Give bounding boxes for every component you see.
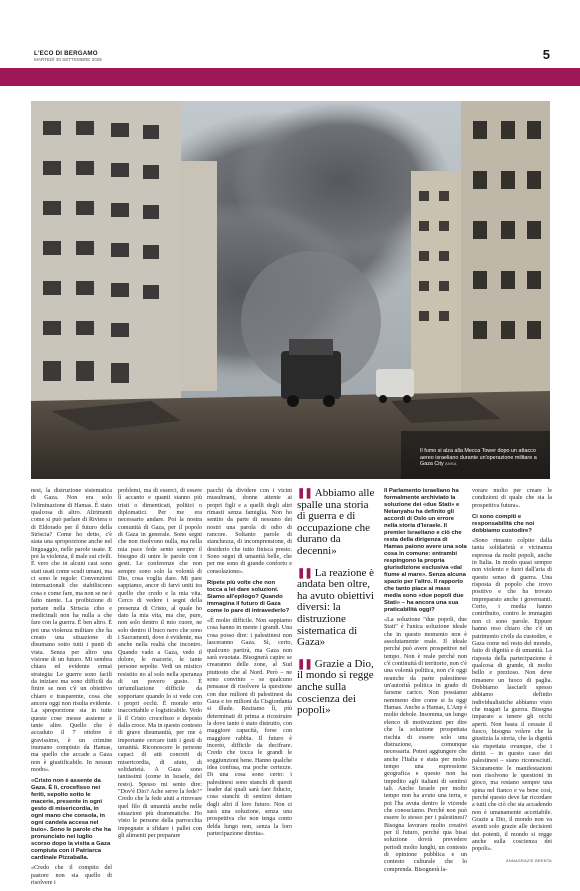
question: Ci sono compiti e responsabilità che noi dobbiamo custodire? [472,514,535,535]
caption-text: Il fumo si alza alla Mecca Tower dopo un attacco aereo israeliano durante un'operazione militare a Gaza City [420,448,537,468]
paragraph: «Credo che il compito del pastore non sia quello di risolvere i [31,865,112,887]
pull-quote [297,568,379,649]
paragraph: nesi, la distruzione sistematica di Gaza. Non era solo l'eliminazione di Hamas. È stato qualcosa di altro. Altrimenti come si può parlare di Riviera o di Eldorado per il futuro della Striscia? Come ho detto, c'è stata una sproporzione anche nel linguaggio, nelle parole usate. E poi la violenza, il male sui civili. È vero che in alcuni casi sono stati usati come scudi umani, ma ci sono le regole: Convenzioni internazionali che stabiliscono cosa e come fare, ma non se ne è fatto niente. La proibizione di portare nella Striscia cibo e medicinali non ha nulla a che fare con la guerra. È ben altro. È poi una violenza militare che ha creato una situazione di disumano sotto tutti i punti di vista. Senza per altro una visione di un futuro. Mi sembra chiara ed evidente ermai strategia: Le guerre sono facili da iniziare ma sono difficili da finire se non c'è un obiettivo chiaro e trasparente, cosa che ancora oggi non risulta evidente. La sproporzione sta in tutte queste cose messe assieme e tante altre. Quello che è accaduto il 7 ottobre è gravissimo, è un crimine inumano compiuto da Hamas, ma quello che accade a Gaza non è giustificabile. In nessun modo». [31,488,112,774]
paragraph: vorare molto per creare le condizioni di quale che sia la prospettiva futura». [472,488,552,509]
masthead: L'ECO DI BERGAMO [34,50,98,57]
paragraph: «La soluzione "due popoli, due Stati" è l'unica soluzione ideale che in questo momento non è assolutamente reale. Il ideale perché può avere prospettive nel tempo. Non è reale perché non c'è continuità di territorio, non c'è una volontà politica, non c'è oggi neanche da parte palestinese un'autorità politica in grado di farsene carico. Non possiamo nemmeno dire come si fa oggi Hamas. Anche a Hamas, L'Anp è molto debole. Insomma, un lungo elenco di motivazioni per dire che la soluzione prospettata rischia di essere solo una distrazione, comunque necessaria. Potrei aggiungere che anche l'Italia e stata per molto tempo una espressione geografica e questo non ha impedito agli italiani di sentirsi tali. Anche Israele per molto tempo non ha avuto una terra, e poi l'ha avuta dentro le vicende che conosciamo. Perché non può essere lo stesso per i palestinesi? Bisogna lavorare molto creativi per il futuro, perché qua bisai soluzione dovrà prevedere periodi molto lunghi, un contesto di opinione pubblica e un contesto culturale che lo comprenda. Bisognerà la- [384,617,467,873]
question: Ripete più volte che non tocca a lei dare soluzioni. Siamo all'epilogo? Quando immagina il futuro di Gaza come lo pare di intravederlo? [207,580,290,615]
question: «Cristo non è assente da Gaza. È lì, crocefisso nei feriti, sepolto sotto le macerie, presente in ogni gesto di misericordia, in ogni mano che consola, in ogni candela accesa nel buio». Sono le parole che ha pronunciato nei luglio scorso dopo la visita a Gaza compiuta con il Patriarca cardinale Pizzaballa. [31,778,111,862]
question: Il Parlamento israeliano ha formalmente archiviato la soluzione dei «due Stati» e Netanyahu ha definito gli accordi di Oslo un errore nella storia d'Israele. Il premier Israeliano e ciò che resta della dirigenza di Hamas paiono avere una sola cosa in comune: entrambi respingono la propria giurisdizione esclusiva «dal fiume al mare». Senza alcuna spazio per l'altro. Il rapporto che tanto piace ai mass media sono «due popoli due Stati» – ha ancora una sua praticabilità oggi? [384,488,467,613]
pull-quote [297,659,379,717]
gaza-city-smoke-photo [31,101,550,479]
paragraph: «È molto difficile. Non sappiamo cosa hanno in mente i grandi. Una cosa posso dire: i palestinesi non lasceranno Gaza. Sì, certo, qualcuno partirà, ma Gaza non sarà svuotata. Bisognerà capire se crearanno delle zone, al Sud piuttosto che al Nord. Però – ne sono convinto – se qualcuno pensasse di risolvere la questione con due milioni di palestinesi da Gaza e tre milioni da Cisgiordania si illude. Restiamo lì, più determinati di prima a ricostruire la dove tanto è stato distrutto, con maggiore capacità, forse con maggiore rabbia. Il futuro è incerto, difficile da decifrare. Credo che tocca le grandi le soggiunzioni bene. Hanno qualche idea confusa, ma poche certezze. Di una cosa sono certo: i palestinesi sono stanchi di questi leader dai quali sarà fare fiducio, cosa stanchi di sentirsi dettare dagli altri il loro futuro. Non ci sarà una soluzione, senza una prospettiva che non tenga conto delda lungo non, senza la loro partecipazione diretta». [207,618,292,838]
article-column-3 [207,488,292,842]
article-column-2 [118,488,202,845]
issue-date: MARTEDÌ 30 SETTEMBRE 2025 [34,57,102,62]
article-column-5 [384,488,467,878]
pull-quote-text: Grazie a Dio, il mondo si regge anche sulla coscienza dei popoli» [297,657,374,717]
author-byline: ANNAGRAZIE BRENTA [506,858,552,863]
lead-photo [31,101,550,479]
quote-mark-icon: ❚❚ [297,488,312,499]
article-column-1 [31,488,112,891]
quote-mark-icon: ❚❚ [297,658,312,670]
page-header [34,44,550,66]
pull-quotes-column [297,488,379,727]
section-band [0,68,580,86]
page-number: 5 [542,47,550,62]
paragraph: problemi, ma di esserci, di essere lì accanto e quanti stanno più tristi o dimenticati, politici o diplomatici. Per me era necessario andare. Poi la nostra comunità di Gaza, per il popolo di Gaza in generale. Sono segni che non risolvono nulla, ma nella mia pace fede sento sempre il bisogno di unire le parole con i gesti. Le conferenze che non sempre sono solo la volontà di Dio, cosa voglia dare. Mi pare sappiamo, ancor di farvi uniti tra quello che credo e la mia vita. Cerco di vedere i segni della presenza di Cristo, al quale ho dato la mia vita, ma che, pure, non solo dentro il mio cuore, ne solo dentro il buco nero che sono i Sacramenti, dove è evidente, ma anche nella realtà che incontro. Quando vado a Gaza, vedo il dolore, le macerie, le tante persone sepolte. Vedi un mistico resistito no al solo nella speranza di un povero gusto. È un'umiliazione difficile da sopportare quando lo si vede con i propri occhi. È morale erto inaccettabile e logisticabile. Vedo lì il Cristo crocefisso e deposto dalla croce. Ma in questo contesto di grave disumanità, per me è importante cercare tutti i gesti di umanità. Riconoscere le persone capaci di atti concreti di misericordia, di aiuto, di solidarietà. A Gaza sono tantissimi (come in Israele, del resto). Spesso mi sento dire: "Dov'è Dio? Ache serve la fede?" Credo che la fede aiuti a ritrovare quel filo di umanità anche nelle situazioni più drammatiche. Ho visto le persone della parrocchia impegnate a sfidare i pallet con gli alimenti per preparare [118,488,202,840]
photo-caption [420,448,544,468]
pull-quote-text: La reazione è andata ben oltre, ha avuto obiettivi diversi: la distruzione sistematica di Gaza» [297,566,374,649]
pull-quote [297,488,379,558]
paragraph: «Sono rimasto colpito dalla tanta solidarietà e vicinanza espressa da molti popoli, anche in Italia. In modo quasi sempre non violento e fuori dall'aria di questo senso di guerra. Una risposta di popolo che trovo positivo e che ha trovato impreparato anche i governanti. Certo, i media hanno contribuito, contro le immagini non ci sono parole. Eppure hanno reso chiaro che c'è un patrimonio civile da custodire, e Gaza come nel resto del mondo, fatto di dignità e di umanità. La risposta della partecipazione è qualcosa di grande, di molto bello e prezioso. Non deve rimanere un fuoco di paglia. Dobbiamo lasciarli spesso abbiamo definito individualistiche abbiamo visto che magari la guerra. Bisogna imparare a tenere gli occhi aperti. Non basta il cessate il fuoco, bisogna volere che la giustizia la storia, che la dignità sia rispettata ovunque, che i diritti – in questo caso dei palestinesi – siano riconosciuti. Sicuramente le manifestazioni non risolvono le questioni in gioco, ma restano sempre una spina nel fianco e va bene così, perché questo deve far ricordare a tutti che ciò che sta accadendo non è umanamente accettabile. Grazie a Dio, il mondo non va avanti solo grazie alle decisioni dei potenti, il mondo si regge anche sulla coscienza dei popoli». [472,538,552,853]
pull-quote-text: Abbiamo alle spalle una storia di guerra e di occupazione che durano da decenni» [297,487,375,557]
quote-mark-icon: ❚❚ [297,567,312,579]
photo-credit: ANSA [445,462,457,467]
article-column-6 [472,488,552,865]
paragraph: pacchi da dividere con i vicini musulmani, donne attente ai propri figli e a quelli degli altri rimasti senza famiglia. Non ho sentito da parte di nessuno dei nostri una parola di odio di rancore. Soltanto parole di stanchezza, di incomprensione, di desiderio che tutto finisca presto. Sono segni di umanità belle, che per me sono di grande conforto e consolazione». [207,488,292,575]
